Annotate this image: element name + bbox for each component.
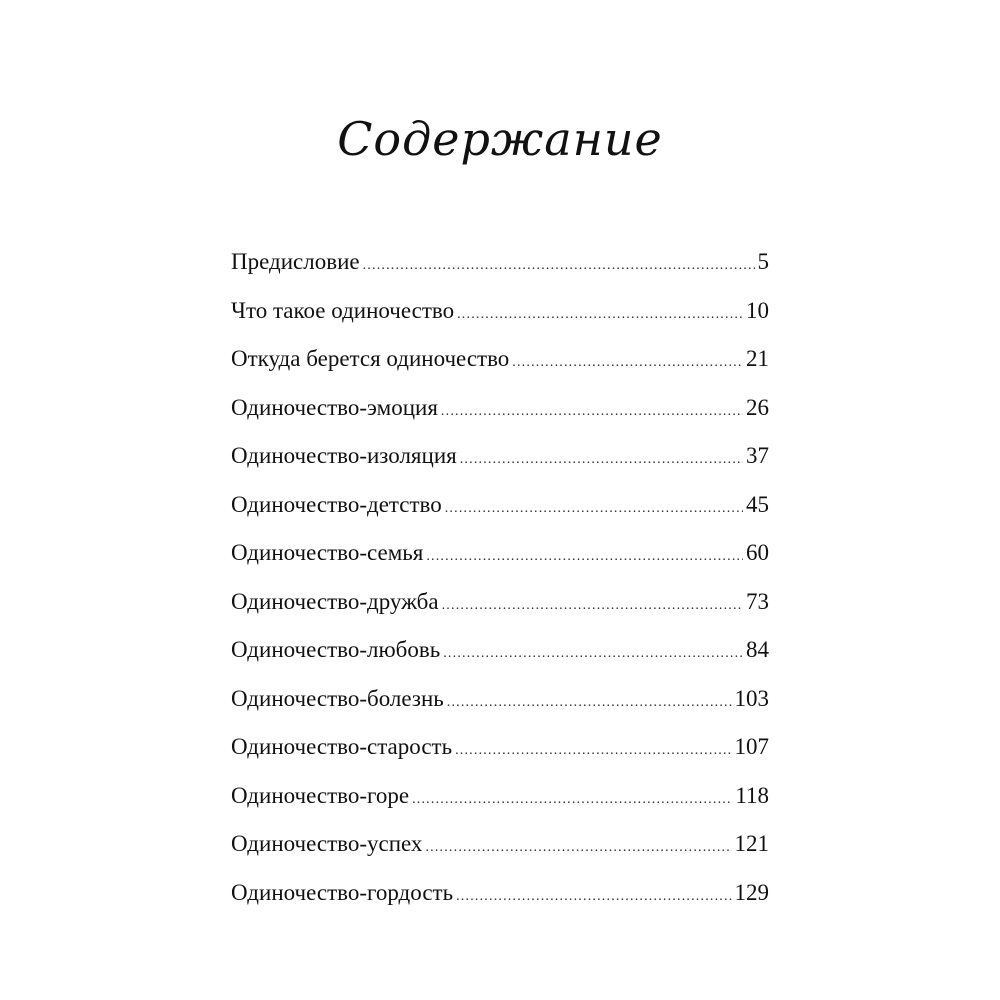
toc-entry — [231, 535, 769, 584]
toc-entry-title: Одиночество-старость — [231, 734, 453, 759]
dot-leader — [426, 539, 743, 575]
toc-entry — [231, 778, 769, 827]
toc-entry-title: Что такое одиночество — [231, 297, 455, 323]
dot-leader — [456, 879, 731, 915]
toc-entry — [231, 681, 769, 730]
toc-page-number: 103 — [734, 685, 769, 711]
toc-page-number: 37 — [746, 443, 769, 468]
toc-entry — [231, 729, 769, 778]
dot-leader — [442, 588, 743, 624]
dot-leader — [443, 636, 743, 672]
toc-page-number: 10 — [746, 297, 769, 323]
dot-leader — [457, 297, 743, 333]
toc-entry-title: Одиночество-горе — [231, 782, 410, 808]
toc-entry-title: Одиночество-дружба — [231, 588, 439, 614]
toc-entry-title: Одиночество-гордость — [231, 879, 454, 905]
dot-leader — [512, 345, 743, 381]
toc-entry — [231, 390, 769, 439]
toc-entry — [231, 487, 769, 536]
toc-entry — [231, 875, 769, 924]
toc-entry-title: Одиночество-болезнь — [231, 685, 444, 711]
toc-entry-title: Одиночество-детство — [231, 491, 442, 517]
toc-page-number: 84 — [746, 637, 769, 662]
toc-entry-title: Откуда берется одиночество — [231, 346, 510, 371]
toc-entry-title: Предисловие — [231, 249, 360, 274]
toc-entry — [231, 632, 769, 681]
toc-page-number: 118 — [735, 782, 769, 808]
toc-entry-title: Одиночество-семья — [231, 540, 424, 565]
dot-leader — [445, 491, 743, 527]
toc-entry — [231, 826, 769, 875]
toc-page-number: 129 — [734, 879, 769, 905]
dot-leader — [455, 733, 731, 769]
toc-page-number: 107 — [734, 734, 769, 759]
toc-page-number: 5 — [757, 249, 769, 274]
toc-page-number: 73 — [746, 588, 769, 614]
dot-leader — [363, 248, 755, 284]
toc-heading: Содержание — [337, 112, 663, 166]
dot-leader — [412, 782, 732, 818]
toc-entry — [231, 293, 769, 342]
toc-entry-title: Одиночество-успех — [231, 831, 423, 856]
toc-entry — [231, 341, 769, 390]
toc-page-number: 60 — [746, 540, 769, 565]
toc-entry-title: Одиночество-изоляция — [231, 443, 457, 468]
dot-leader — [460, 442, 743, 478]
toc-list — [231, 244, 769, 923]
toc-entry — [231, 438, 769, 487]
toc-page-number: 45 — [746, 491, 769, 517]
dot-leader — [441, 394, 743, 430]
toc-page-number: 21 — [746, 346, 769, 371]
toc-entry — [231, 244, 769, 293]
dot-leader — [447, 685, 732, 721]
toc-entry-title: Одиночество-любовь — [231, 637, 441, 662]
toc-page-number: 26 — [746, 394, 769, 420]
dot-leader — [425, 830, 731, 866]
toc-entry-title: Одиночество-эмоция — [231, 394, 438, 420]
toc-entry — [231, 584, 769, 633]
toc-page-number: 121 — [734, 831, 769, 856]
